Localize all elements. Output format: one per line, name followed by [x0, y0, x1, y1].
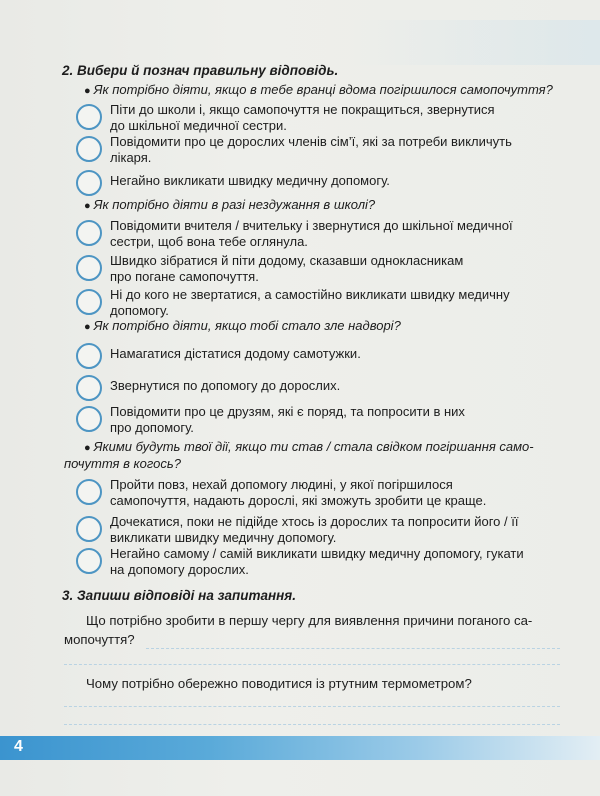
answer-line[interactable]	[64, 664, 560, 665]
question-4: ● Якими будуть твої дії, якщо ти став / стала свідком погіршання само-	[84, 439, 534, 454]
answer-text: Негайно самому / самій викликати швидку медичну допомогу, гукати на допомогу дорослих.	[110, 546, 524, 577]
answer-text: Намагатися дістатися додому самотужки.	[110, 346, 361, 361]
answer-text: Пройти повз, нехай допомогу людині, у якої погіршилося самопочуття, надають дорослі, які зможуть зробити це краще.	[110, 477, 487, 508]
answer-line[interactable]	[64, 706, 560, 707]
bullet-icon: ●	[84, 85, 91, 97]
bullet-icon: ●	[84, 200, 91, 212]
question-3: ● Як потрібно діяти, якщо тобі стало зле надворі?	[84, 318, 401, 333]
answer-text: Негайно викликати швидку медичну допомогу.	[110, 173, 390, 188]
radio-circle[interactable]	[76, 375, 102, 401]
task-3-question-1-continued: мопочуття?	[64, 632, 135, 647]
task-3-title: 3. Запиши відповіді на запитання.	[62, 588, 297, 603]
radio-circle[interactable]	[76, 220, 102, 246]
answer-text: Звернутися по допомогу до дорослих.	[110, 378, 341, 393]
task-3-question-2: Чому потрібно обережно поводитися із ртутним термометром?	[86, 676, 472, 691]
question-1: ● Як потрібно діяти, якщо в тебе вранці вдома погіршилося самопочуття?	[84, 82, 553, 97]
answer-line[interactable]	[64, 724, 560, 725]
bullet-icon: ●	[84, 442, 91, 454]
answer-text: Повідомити про це дорослих членів сім’ї, які за потреби викличуть лікаря.	[110, 134, 512, 165]
answer-line[interactable]	[146, 648, 560, 649]
radio-circle[interactable]	[76, 548, 102, 574]
radio-circle[interactable]	[76, 479, 102, 505]
question-4-continued: почуття в когось?	[64, 456, 181, 471]
answer-option[interactable]	[76, 548, 566, 588]
radio-circle[interactable]	[76, 406, 102, 432]
radio-circle[interactable]	[76, 104, 102, 130]
answer-text: Піти до школи і, якщо самопочуття не покращиться, звернутися до шкільної медичної сестри.	[110, 102, 495, 133]
bullet-icon: ●	[84, 321, 91, 333]
answer-text: Повідомити про це друзям, які є поряд, та попросити в них про допомогу.	[110, 404, 465, 435]
radio-circle[interactable]	[76, 289, 102, 315]
radio-circle[interactable]	[76, 343, 102, 369]
task-3-question-1: Що потрібно зробити в першу чергу для виявлення причини поганого са-	[86, 613, 533, 628]
answer-text: Дочекатися, поки не підійде хтось із дорослих та попросити його / її викликати швидку медичну допомогу.	[110, 514, 519, 545]
task-2-title: 2. Вибери й познач правильну відповідь.	[62, 63, 339, 78]
answer-text: Ні до кого не звертатися, а самостійно викликати швидку медичну допомогу.	[110, 287, 510, 318]
footer-band	[0, 736, 600, 760]
radio-circle[interactable]	[76, 136, 102, 162]
answer-text: Повідомити вчителя / вчительку і звернутися до шкільної медичної сестри, щоб вона тебе оглянула.	[110, 218, 513, 249]
answer-option[interactable]	[76, 479, 566, 519]
page-number: 4	[14, 738, 23, 755]
answer-text: Швидко зібратися й піти додому, сказавши однокласникам про погане самопочуття.	[110, 253, 464, 284]
question-2: ● Як потрібно діяти в разі нездужання в школі?	[84, 197, 376, 212]
radio-circle[interactable]	[76, 255, 102, 281]
radio-circle[interactable]	[76, 516, 102, 542]
radio-circle[interactable]	[76, 170, 102, 196]
